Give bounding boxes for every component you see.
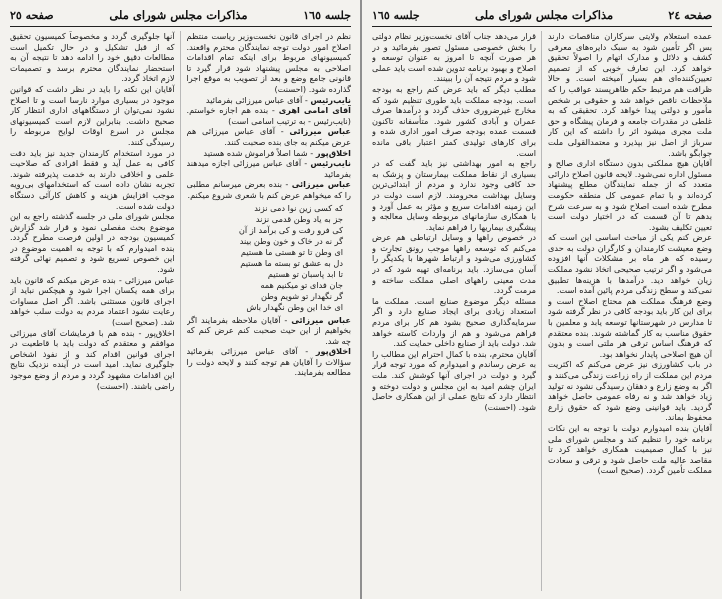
paragraph: در خصوص راهها و وسایل ارتباطی هم عرض می‌کنم که توسعه راهها موجب رونق تجارت و کشاورزی می‌شود و ارتباط شهرها با یکدیگر را آسان می‌سازد. باید برنامه‌ای تهیه شود که در مدت معینی راههای اصلی مملکت ساخته و مرمت گردد. xyxy=(372,232,536,296)
session-label: جلسه xyxy=(393,9,420,22)
text-column-left xyxy=(372,31,542,591)
poem-verse: ای خدا این وطن نگهدار باش xyxy=(246,301,343,312)
session-number-label xyxy=(303,9,351,22)
running-title: مذاکرات مجلس شورای ملی xyxy=(109,8,248,22)
speech-text: آقای عباس میرزائی هم عرض میکنم به جای بنده صحبت کنند. xyxy=(186,126,351,147)
paragraph: آقایان این نکته را باید در نظر داشت که قوانین موجود در بسیاری موارد نارسا است و تا اصلاح نشود نمی‌توان از دستگاههای اداری انتظار کار صحیح داشت. بنابراین لازم است کمیسیونهای مجلس در اسرع اوقات لوایح مربوطه را رسیدگی کنند. xyxy=(10,83,175,147)
speech-text: بنده هم اجازه خواستم. (نایب‌رئیس - به ترتیب اسامی است) xyxy=(186,105,351,126)
text-column-right xyxy=(548,31,712,591)
speech-text: آقای عباس میرزائی بفرمائید سؤالات را آقایان هم توجه کنند و لایحه دولت را مطالعه بفرمایند. xyxy=(186,346,351,378)
paragraph: آقایان بنده امیدوارم دولت با توجه به این نکات برنامه خود را تنظیم کند و مجلس شورای ملی نیز با کمال صمیمیت همکاری خواهد کرد تا مقاصد عالیه ملت حاصل شود و ترقی و سعادت مملکت تأمین گردد. (صحیح است) xyxy=(548,422,712,476)
speaker-name: نایب‌رئیس xyxy=(310,158,351,169)
page-right xyxy=(361,0,722,599)
poem-verse: دل به عشق تو بسته ما هستیم xyxy=(240,257,343,268)
paragraph: راجع به امور بهداشتی نیز باید گفت که در بسیاری از نقاط مملکت بیمارستان و پزشک به حد کافی وجود ندارد و مردم از ابتدائی‌ترین وسایل بهداشت محرومند. لازم است دولت در این زمینه اقدامات سریع و مؤثر به عمل آورد و با همکاری سازمانهای مربوطه وسایل معالجه و پیشگیری بیماریها را فراهم نماید. xyxy=(372,158,536,232)
session-number-label xyxy=(372,9,420,22)
speech-text: آقایان ملاحظه بفرمایند اگر بخواهیم از این حیث صحبت کنم عرض کنم که چه شد. xyxy=(186,314,351,346)
poem-verse: کی فرو رفت و کی برآمد از آن xyxy=(238,224,343,235)
speech: نایب‌رئیس - آقای عباس میرزائی بفرمائید xyxy=(205,94,351,105)
paragraph: آنها جلوگیری گردد و مخصوصاً کمیسیون تحقیق که از قبل تشکیل و در حال تکمیل است مطالعات دقیق خود را ادامه دهد تا نتیجه آن به استحضار نمایندگان محترم برسد و تصمیمات لازم اتخاذ گردد. xyxy=(10,31,175,84)
speech: عباس میرزائی - بنده بعرض میرسانم مطلبی را که میخواهم عرض کنم با شعری شروع میکنم. xyxy=(186,179,351,200)
speech: آقای امامی اهری - بنده هم اجازه خواستم. (نایب‌رئیس - به ترتیب اسامی است) xyxy=(186,105,351,126)
page-label: صفحه xyxy=(25,9,54,22)
session-number: ١٦٥ xyxy=(372,9,390,22)
speech-text: آقای عباس میرزائی اجازه میدهند بفرمائید xyxy=(186,158,351,179)
speech: اخلاق‌پور - آقای عباس میرزائی بفرمائید سؤالات را آقایان هم توجه کنند و لایحه دولت را مطالعه بفرمایند. xyxy=(186,346,351,378)
speaker-name: نایب‌رئیس xyxy=(310,94,351,105)
poem-verse: جز به یاد وطن قدمی نزند xyxy=(255,213,343,224)
speech: عباس میرزائی - آقای عباس میرزائی هم عرض میکنم به جای بنده صحبت کنند. xyxy=(186,126,351,147)
poem-verse: تا ابد پاسبان تو هستیم xyxy=(267,268,343,279)
page-header-right xyxy=(372,8,712,27)
speech-text: آقای عباس میرزائی بفرمائید xyxy=(205,94,303,105)
paragraph: نظم در اجرای قانون نخست‌وزیر ریاست منتظم اصلاح امور دولت توجه نمایندگان محترم واقعند. کمیسیونهای مربوط برای اینکه تمام اقدامات اصلاحی به مجلس پیشنهاد شود قرار گیرد تا قانونی جامع وضع و بعد از تصویب به موقع اجرا گذارده شود. (احسنت) xyxy=(186,31,351,94)
poem-verse: ای وطن تا تو هستی ما هستیم xyxy=(240,246,343,257)
speaker-name: آقای امامی اهری xyxy=(278,105,351,116)
poem xyxy=(187,203,352,313)
paragraph: عرض کنم یکی از مباحث اساسی این است که وضع معیشت کارمندان و کارگران دولت به حدی رسیده که هر ماه بر مشکلات آنها افزوده می‌شود و اگر ترتیب صحیحی اتخاذ نشود مملکت زیان خواهد دید. درآمدها با هزینه‌ها تطبیق نمی‌کند و سطح زندگی مردم پائین آمده است. xyxy=(548,232,712,296)
text-column-left xyxy=(10,31,181,591)
poem-verse: جان فدای تو میکنیم همه xyxy=(260,279,343,290)
speech-text: شما اصلاً فراموش شده هستید xyxy=(203,147,308,158)
paragraph: آقایان هیچ مملکتی بدون دستگاه اداری صالح و مسئول اداره نمی‌شود. لایحه قانون اصلاح دارائی متعدد که از جمله نمایندگان مطلع پیشنهاد کرده‌اند و با تمام عمومی کل منطقه حکومت مطرح شده است اصلاح شود و به سرعت شرح بدهم تا آن قسمت که در اختیار دولت است تعیین تکلیف بشود. xyxy=(548,158,712,232)
poem-verse: گر نگهدار تو شویم وطن xyxy=(261,290,343,301)
speaker-name: اخلاق‌پور xyxy=(315,346,351,357)
paragraph: مطلب دیگر که باید عرض کنم راجع به بودجه است. بودجه مملکت باید طوری تنظیم شود که مخارج غیرضروری حذف گردد و درآمدها صرف عمران و آبادی کشور شود. متأسفانه تاکنون قسمت عمده بودجه صرف امور اداری شده و برای کارهای تولیدی کمتر اعتبار باقی مانده است. xyxy=(372,83,536,158)
paragraph: عمده استعلام ولایتی سرکاران مناقصات دارند بس اگر تأمین شود به سبک دایره‌های معرفی کشف و دلائل و مدارک اتهام را اصولاً تحقیق خواهد کرد. این تعارف خوبی که از تصمیم تعیین‌کننده‌ای هم بسیار آمیخته است. و حالا ظرافت هم مرتبط حکم ظاهرپسند عواقب را که ملاحظات ناقص خواهد شد و حقوقی بر شخص مأمور و دولتی پیدا خواهد کرد. تحقیقی که به غلطی در مقدرات جامعه و فرمان پیشگاه و حق ملت مجری میشود اثر را داشته که این کار سرباز از اصل نیز بپذیرد و معتمدالقولی ملت جوابگو باشد. xyxy=(548,31,712,158)
poem-verse: گر نه در خاک و خون وطن بیند xyxy=(239,235,343,246)
paragraph: عباس میرزائی - بنده عرض میکنم که قانون باید برای همه یکسان اجرا شود و هیچکس نباید از اجرای قانون مستثنی باشد. اگر اصل مساوات رعایت نشود اعتماد مردم به دولت سلب خواهد شد. (صحیح است) xyxy=(10,274,175,328)
page-number-label xyxy=(10,9,54,22)
session-number: ١٦٥ xyxy=(303,9,321,22)
page-label: صفحه xyxy=(684,9,712,22)
paragraph: مسئله دیگر موضوع صنایع است. مملکت ما استعداد زیادی برای ایجاد صنایع دارد و اگر سرمایه‌گذاری صحیح بشود هم کار برای مردم فراهم می‌شود و هم از واردات کاسته خواهد شد. دولت باید از صنایع داخلی حمایت کند. xyxy=(372,295,536,349)
paragraph: وضع فرهنگ مملکت هم محتاج اصلاح است و برای این کار باید بودجه کافی در نظر گرفته شود تا مدارس در شهرستانها توسعه یابد و معلمین با حقوق مناسب به کار گماشته شوند. بنده معتقدم که فرهنگ اساس ترقی هر ملتی است و بدون آن هیچ اصلاحی پایدار نخواهد بود. xyxy=(548,295,712,359)
text-column-right xyxy=(187,31,352,591)
speech-text: بنده بعرض میرسانم مطلبی را که میخواهم عرض کنم با شعری شروع میکنم. xyxy=(186,179,351,200)
book-gutter xyxy=(360,0,362,599)
poem-verse: که کسی زین نوا دمی نزند xyxy=(254,202,343,213)
paragraph: اخلاق‌پور - بنده هم با فرمایشات آقای میرزائی موافقم و معتقدم که دولت باید با قاطعیت در اجرای قوانین اقدام کند و از نفوذ اشخاص جلوگیری نماید. امید است در آینده نزدیک نتایج این اقدامات مشهود گردد و مردم از وضع موجود راضی باشند. (احسنت) xyxy=(10,327,175,391)
page-number: ٢٤ xyxy=(668,9,681,22)
paragraph: در مورد استخدام کارمندان جدید نیز باید دقت کافی به عمل آید و فقط افرادی که صلاحیت علمی و اخلاقی دارند به خدمت پذیرفته شوند. تجربه نشان داده است که استخدامهای بی‌رویه موجب افزایش هزینه و کاهش کارآئی دستگاه دولت شده است. xyxy=(10,147,175,211)
speaker-name: عباس میرزائی xyxy=(291,179,351,190)
paragraph: مجلس شورای ملی در جلسه گذشته راجع به این موضوع بحث مفصلی نمود و قرار شد گزارش کمیسیون بودجه در اولین فرصت مطرح گردد. بنده امیدوارم که با توجه به اهمیت موضوع در این خصوص تسریع شود و تصمیم نهائی گرفته شود. xyxy=(10,211,175,275)
speech: اخلاق‌پور - شما اصلاً فراموش شده هستید xyxy=(203,147,351,158)
paragraph: در باب کشاورزی نیز عرض می‌کنم که اکثریت مردم این مملکت از راه زراعت زندگی می‌کنند و اگر به وضع زارع و دهقان رسیدگی نشود نه تولید زیاد خواهد شد و نه رفاه عمومی حاصل خواهد گردید. باید قوانینی وضع شود که حقوق زارع محفوظ بماند. xyxy=(548,359,712,423)
speaker-name: عباس میرزائی xyxy=(289,126,351,137)
paragraph: آقایان محترم، بنده با کمال احترام این مطالب را به عرض رساندم و امیدوارم که مورد توجه قرار گیرد و دولت در اجرای آنها کوشش کند. ملت ایران چشم امید به این مجلس و دولت دوخته و انتظار دارد که نتایج عملی از این همکاری حاصل شود. (احسنت) xyxy=(372,348,536,412)
page-number-label xyxy=(668,9,712,22)
speaker-name: اخلاق‌پور xyxy=(315,147,351,158)
session-label: جلسه xyxy=(324,9,351,22)
page-header-left xyxy=(10,8,351,27)
running-title: مذاکرات مجلس شورای ملی xyxy=(474,8,614,22)
speech: عباس میرزائی - آقایان ملاحظه بفرمایند اگر بخواهیم از این حیث صحبت کنم عرض کنم که چه شد. xyxy=(186,314,351,346)
speech: نایب‌رئیس - آقای عباس میرزائی اجازه میدهند بفرمائید xyxy=(186,158,351,179)
page-number: ٢٥ xyxy=(10,9,22,22)
speaker-name: عباس میرزائی xyxy=(291,314,351,325)
paragraph: قرار می‌دهد جناب آقای نخست‌وزیر نظام دولتی را بخش خصوصی مسئول تصور بفرمائید و در هر صورت آنچه تا امروز به عنوان توسعه و اصلاح و بهبود برنامه تدوین شده است باید عملی شود و مردم نتیجه آن را ببینند. xyxy=(372,31,536,84)
